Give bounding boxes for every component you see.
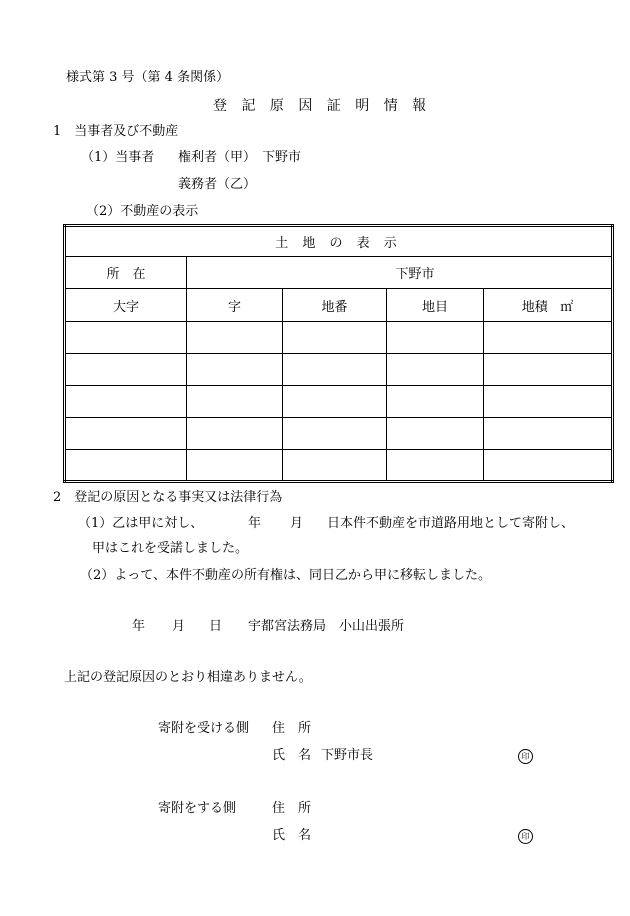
fact-1-month: 月 <box>290 516 304 531</box>
right-holder-value: 下野市 <box>262 150 302 165</box>
table-cell <box>65 418 187 450</box>
table-cell <box>187 386 283 418</box>
donor-seal-icon: 印 <box>518 829 533 844</box>
section-1-heading: 1 当事者及び不動産 <box>53 124 179 139</box>
table-cell <box>387 386 484 418</box>
table-cell <box>187 322 283 354</box>
table-cell <box>484 386 613 418</box>
col-chiseki-label: 地積 <box>521 299 548 315</box>
table-cell <box>484 450 613 482</box>
table-cell <box>283 418 387 450</box>
donor-address-label: 住 所 <box>272 801 312 816</box>
property-label: （2）不動産の表示 <box>86 204 199 219</box>
fact-1-part-c: 甲はこれを受諾しました。 <box>92 541 249 556</box>
form-number: 様式第 3 号（第 4 条関係） <box>66 70 230 85</box>
table-row <box>65 450 613 482</box>
right-holder-label: 権利者（甲） <box>178 150 257 165</box>
table-cell <box>283 386 387 418</box>
receiver-seal-icon: 印 <box>518 749 533 764</box>
col-oaza: 大字 <box>65 289 187 322</box>
legal-office: 宇都宮法務局 小山出張所 <box>248 619 405 634</box>
page-title: 登 記 原 因 証 明 情 報 <box>213 98 432 114</box>
date-month: 月 <box>172 619 186 634</box>
table-cell <box>283 450 387 482</box>
table-cell <box>65 322 187 354</box>
donor-name-label: 氏 名 <box>272 828 312 843</box>
table-cell <box>283 322 387 354</box>
table-cell <box>484 322 613 354</box>
col-chimoku: 地目 <box>387 289 484 322</box>
table-cell <box>387 322 484 354</box>
table-cell <box>187 450 283 482</box>
table-row <box>65 354 613 386</box>
location-label: 所 在 <box>65 257 187 289</box>
table-cell <box>283 354 387 386</box>
parties-label: （1）当事者 <box>81 150 155 165</box>
receiver-label: 寄附を受ける側 <box>158 721 250 736</box>
table-cell <box>387 354 484 386</box>
table-cell <box>65 354 187 386</box>
fact-1-year: 年 <box>248 516 262 531</box>
table-cell <box>187 418 283 450</box>
confirmation-text: 上記の登記原因のとおり相違ありません。 <box>64 670 312 685</box>
fact-1-part-b: 日本件不動産を市道路用地として寄附し、 <box>327 516 575 531</box>
table-cell <box>387 418 484 450</box>
table-cell <box>484 418 613 450</box>
col-aza: 字 <box>187 289 283 322</box>
land-table <box>63 224 614 483</box>
table-row <box>65 418 613 450</box>
table-cell <box>65 450 187 482</box>
table-row <box>65 322 613 354</box>
donor-label: 寄附をする側 <box>158 801 237 816</box>
fact-1-part-a: （1）乙は甲に対し、 <box>78 516 204 531</box>
col-chiban: 地番 <box>283 289 387 322</box>
location-value: 下野市 <box>187 257 613 289</box>
receiver-address-label: 住 所 <box>272 721 312 736</box>
obligor-label: 義務者（乙） <box>178 177 257 192</box>
table-cell <box>65 386 187 418</box>
date-year: 年 <box>132 619 146 634</box>
col-chiseki <box>484 289 613 322</box>
table-cell <box>387 450 484 482</box>
table-row <box>65 386 613 418</box>
table-cell <box>484 354 613 386</box>
date-day: 日 <box>209 619 223 634</box>
receiver-name-value: 下野市長 <box>321 748 374 763</box>
area-unit: ㎡ <box>560 299 574 315</box>
table-header: 土 地 の 表 示 <box>65 226 613 257</box>
table-cell <box>187 354 283 386</box>
fact-2: （2）よって、本件不動産の所有権は、同日乙から甲に移転しました。 <box>80 568 492 583</box>
receiver-name-label: 氏 名 <box>272 748 312 763</box>
section-2-heading: 2 登記の原因となる事実又は法律行為 <box>53 490 283 505</box>
